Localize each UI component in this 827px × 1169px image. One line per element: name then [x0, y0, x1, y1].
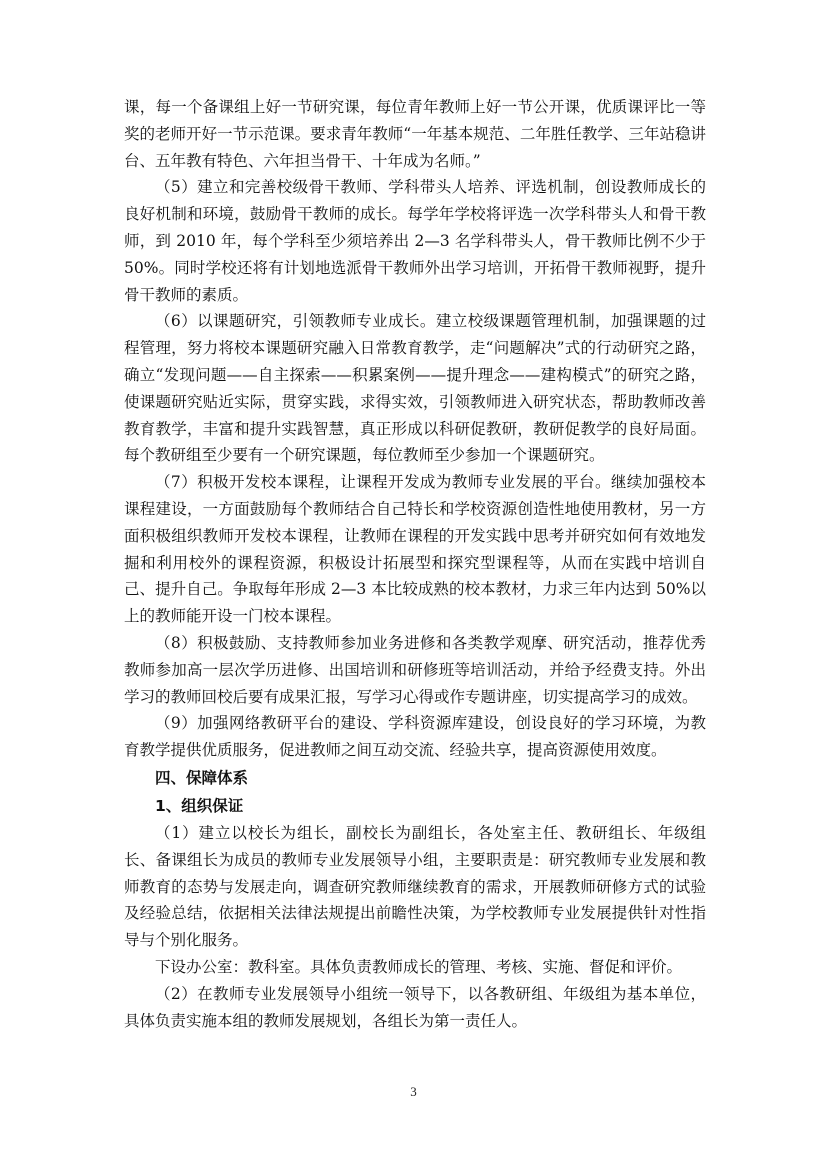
- page-number: 3: [410, 1084, 417, 1099]
- paragraph-item-9: （9）加强网络教研平台的建设、学科资源库建设，创设良好的学习环境，为教育教学提供优质服务，促进教师之间互动交流、经验共享，提高资源使用效度。: [124, 714, 706, 760]
- paragraph-org-1: （1）建立以校长为组长，副校长为副组长，各处室主任、教研组长、年级组长、备课组长为成员的教师专业发展领导小组，主要职责是：研究教师专业发展和教师教育的态势与发展走向，调查研究教师继续教育的需求，开展教师研修方式的试验及经验总结，依据相关法律法规提出前瞻性决策，为学校教师专业发展提供针对性指导与个别化服务。: [124, 823, 706, 950]
- paragraph-item-8: （8）积极鼓励、支持教师参加业务进修和各类教学观摩、研究活动，推荐优秀教师参加高一层次学历进修、出国培训和研修班等培训活动，并给予经费支持。外出学习的教师回校后要有成果汇报，写学习心得或作专题讲座，切实提高学习的成效。: [124, 633, 706, 706]
- paragraph-item-6: （6）以课题研究，引领教师专业成长。建立校级课题管理机制，加强课题的过程管理，努力将校本课题研究融入日常教育教学，走“问题解决”式的行动研究之路，确立“发现问题——自主探索——积累案例——提升理念——建构模式”的研究之路，使课题研究贴近实际，贯穿实践，求得实效，引领教师进入研究状态，帮助教师改善教育教学，丰富和提升实践智慧，真正形成以科研促教研，教研促教学的良好局面。每个教研组至少要有一个研究课题，每位教师至少参加一个课题研究。: [124, 312, 706, 465]
- section-heading-guarantee-system: 四、保障体系: [155, 768, 249, 787]
- paragraph-org-2: （2）在教师专业发展领导小组统一领导下，以各教研组、年级组为基本单位，具体负责实施本组的教师发展规划，各组长为第一责任人。: [124, 984, 706, 1030]
- paragraph-item-7: （7）积极开发校本课程，让课程开发成为教师专业发展的平台。继续加强校本课程建设，一方面鼓励每个教师结合自己特长和学校资源创造性地使用教材，另一方面积极组织教师开发校本课程，让教师在课程的开发实践中思考并研究如何有效地发掘和利用校外的课程资源，积极设计拓展型和探究型课程等，从而在实践中培训自己、提升自己。争取每年形成 2—3 本比较成熟的校本教材，力求三年内达到 50%以上的教师能开设一门校本课程。: [124, 473, 706, 626]
- document-body: [124, 94, 706, 1034]
- paragraph-office: 下设办公室：教科室。具体负责教师成长的管理、考核、实施、督促和评价。: [155, 957, 683, 976]
- paragraph-item-5: （5）建立和完善校级骨干教师、学科带头人培养、评选机制，创设教师成长的良好机制和环境，鼓励骨干教师的成长。每学年学校将评选一次学科带头人和骨干教师，到 2010 年，每个学科至少须培养出 2—3 名学科带头人，骨干教师比例不少于 50%。同时学校还将有计划地选派骨干教师外出学习培训，开拓骨干教师视野，提升骨干教师的素质。: [124, 178, 706, 304]
- subsection-heading-organization: 1、组织保证: [155, 796, 244, 815]
- paragraph-continuation: 课，每一个备课组上好一节研究课，每位青年教师上好一节公开课，优质课评比一等奖的老师开好一节示范课。要求青年教师“一年基本规范、二年胜任教学、三年站稳讲台、五年教有特色、六年担当骨干、十年成为名师。”: [124, 98, 706, 170]
